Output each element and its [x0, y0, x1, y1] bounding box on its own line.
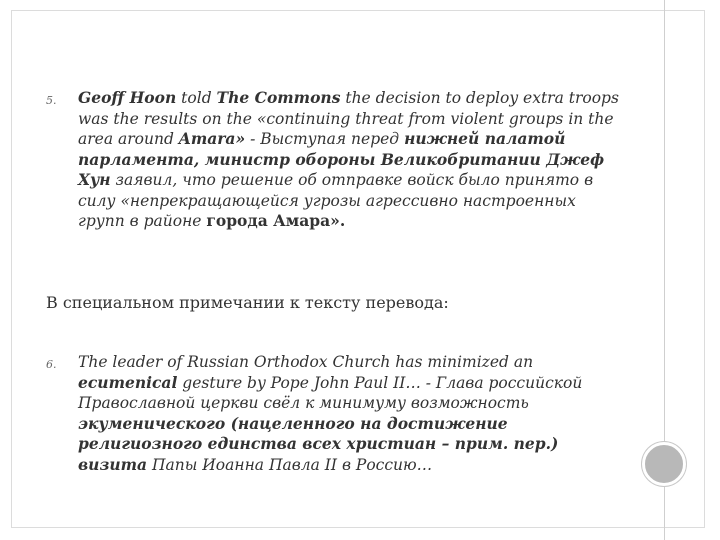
bold-text-segment: The Commons [216, 88, 341, 107]
list-item-text [78, 352, 626, 475]
list-item-text [78, 88, 626, 232]
bold-text-segment: города Амара». [206, 211, 346, 230]
text-segment: Папы Иоанна Павла II в Россию… [147, 455, 433, 474]
list-number: 5. [46, 94, 57, 107]
translation-note: В специальном примечании к тексту перевода: [46, 293, 449, 312]
bold-text-segment: ecumenical [78, 372, 178, 392]
list-number: 6. [46, 358, 57, 371]
text-segment: The leader of Russian Orthodox Church has minimized an [78, 353, 534, 371]
bold-text-segment: Geoff Hoon [78, 88, 177, 107]
bold-text-segment: Amara» [178, 129, 246, 148]
text-segment: - Выступая перед [245, 130, 405, 148]
bold-text-segment: экуменического (нацеленного на достижение религиозного единства всех христиан – прим. пер.) визита [78, 413, 559, 474]
text-segment: заявил, что решение об отправке войск было принято в силу «непрекращающейся угрозы агрессивно настроенных групп в районе [78, 171, 594, 230]
text-segment: gesture by Pope John Paul II… - Глава российской Православной церкви свёл к минимуму возможность [78, 373, 583, 412]
text-segment: told [176, 89, 217, 107]
bold-text-segment: нижней палатой парламента, министр обороны Великобритании Джеф Хун [78, 129, 605, 189]
text-segment: the decision to deploy extra troops was the results on the «continuing threat from violent groups in the area around [78, 89, 619, 148]
decorative-circle-icon [642, 442, 686, 486]
